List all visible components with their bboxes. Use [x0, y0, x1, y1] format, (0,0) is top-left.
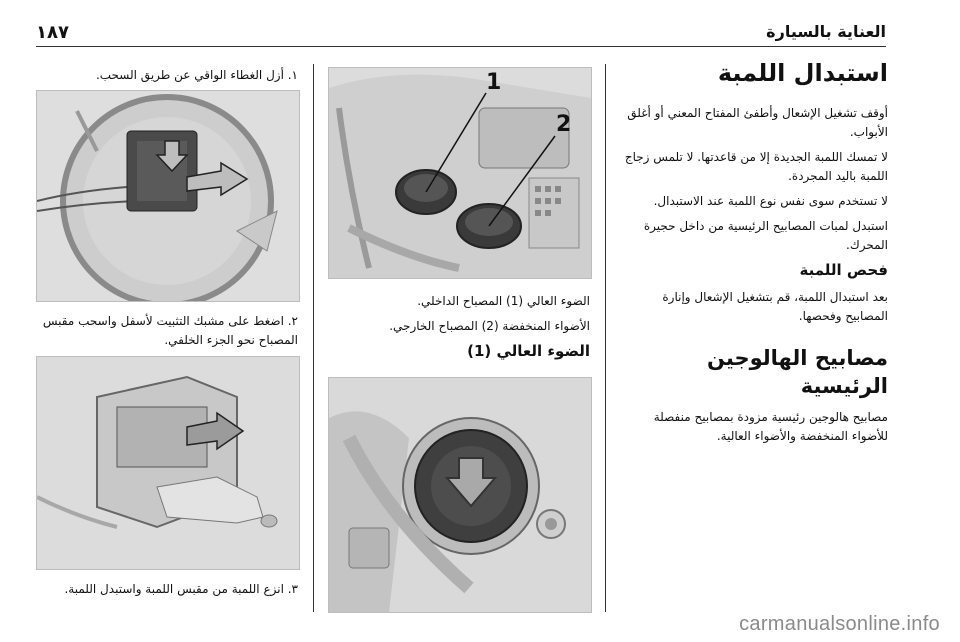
- bulb-removal-illustration: [37, 357, 299, 569]
- paragraph-4: استبدل لمبات المصابيح الرئيسية من داخل حجيرة المحرك.: [643, 219, 888, 252]
- callout-2: 2: [556, 112, 572, 137]
- step-1-text: ١. أزل الغطاء الواقي عن طريق السحب.: [95, 68, 298, 82]
- paragraph-3: لا تستخدم سوى نفس نوع اللمبة عند الاستبدال.: [653, 194, 888, 208]
- column-divider-right: [605, 64, 606, 612]
- headlight-illustration: [329, 68, 591, 278]
- running-title: العناية بالسيارة: [766, 22, 886, 41]
- cover-removal-illustration: [329, 378, 591, 612]
- bulb-removal-figure: [36, 356, 300, 570]
- halogen-paragraph: مصابيح هالوجين رئيسية مزودة بمصابيح منفصلة للأضواء المنخفضة والأضواء العالية.: [653, 410, 888, 443]
- paragraph-2: لا تمسك اللمبة الجديدة إلا من قاعدتها. لا تلمس زجاج اللمبة باليد المجردة.: [624, 150, 888, 183]
- cover-removal-figure: [328, 377, 592, 613]
- column-divider-left: [313, 64, 314, 612]
- heading-bulb-replacement: استبدال اللمبة: [717, 59, 888, 87]
- subheading-high-beam: الضوء العالي (1): [467, 342, 590, 360]
- bulb-socket-figure: [36, 90, 300, 302]
- paragraph-1: أوقف تشغيل الإشعال وأطفئ المفتاح المعني أو أغلق الأبواب.: [627, 106, 888, 139]
- middle-column-text: [328, 292, 590, 369]
- heading-halogen-headlights: مصابيح الهالوجين الرئيسية: [707, 346, 888, 398]
- page-header: [36, 20, 886, 47]
- bulb-socket-illustration: [37, 91, 299, 301]
- step-2-text: ٢. اضغط على مشبك التثبيت لأسفل واسحب مقبس المصباح نحو الجزء الخلفي.: [42, 314, 298, 347]
- callout-1: 1: [486, 70, 502, 95]
- page-number: ١٨٧: [36, 22, 69, 43]
- caption-low-beam: الأضواء المنخفضة (2) المصباح الخارجي.: [389, 319, 590, 333]
- right-column: [620, 58, 888, 452]
- check-paragraph: بعد استبدال اللمبة، قم بتشغيل الإشعال وإنارة المصابيح وفحصها.: [662, 290, 888, 323]
- caption-high-beam: الضوء العالي (1) المصباح الداخلي.: [417, 294, 590, 308]
- headlight-figure: [328, 67, 592, 279]
- step-3-text: ٣. انزع اللمبة من مقبس اللمبة واستبدل اللمبة.: [64, 582, 298, 596]
- heading-bulb-check: فحص اللمبة: [799, 261, 888, 279]
- watermark: carmanualsonline.info: [739, 613, 940, 635]
